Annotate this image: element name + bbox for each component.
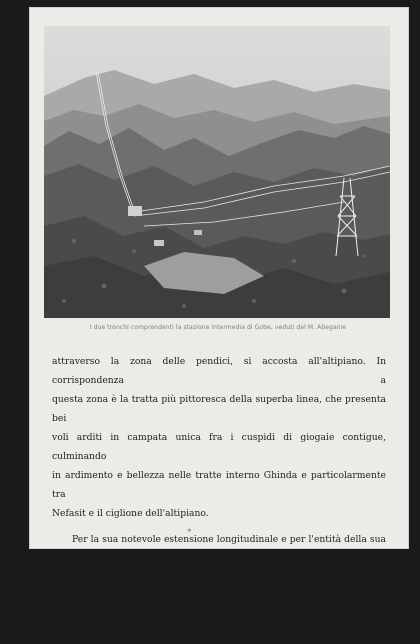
text-line: variazione altimetrica fra mare e altipiano, la teleferica eritrea passa si xyxy=(52,553,386,564)
text-line: questa zona è la tratta più pittoresca della superba linea, che presenta bei xyxy=(52,394,386,424)
body-text xyxy=(52,352,386,644)
landscape-photo xyxy=(44,26,390,318)
page-mark: ✦ xyxy=(186,526,193,535)
text-line: Nefasit e il ciglione dell'altipiano. xyxy=(52,508,209,519)
text-line: attraverso la zona delle pendici, si accosta all'altipiano. In corrispondenza a xyxy=(52,356,386,386)
text-line: in ardimento e bellezza nelle tratte interno Ghinda e particolarmente tra xyxy=(52,470,386,500)
text-line: può dire in rassegna tutti i climi e tutte le stagioni lungo il suo percorso: xyxy=(52,572,386,602)
text-line: voli arditi in campata unica fra i cuspidi di giogaie contigue, culminando xyxy=(52,432,386,462)
mountain-cableway-illustration xyxy=(44,26,390,318)
text-line: Per la sua notevole estensione longitudinale e per l'entità della sua xyxy=(72,534,386,545)
text-line: perchè come la temperatura, funzione dell'altitudine, varia dalla canicola xyxy=(52,610,386,640)
photo-caption: I due tronchi comprendenti la stazione intermedia di Gobe, veduti dal M. Abeganie xyxy=(89,324,347,331)
